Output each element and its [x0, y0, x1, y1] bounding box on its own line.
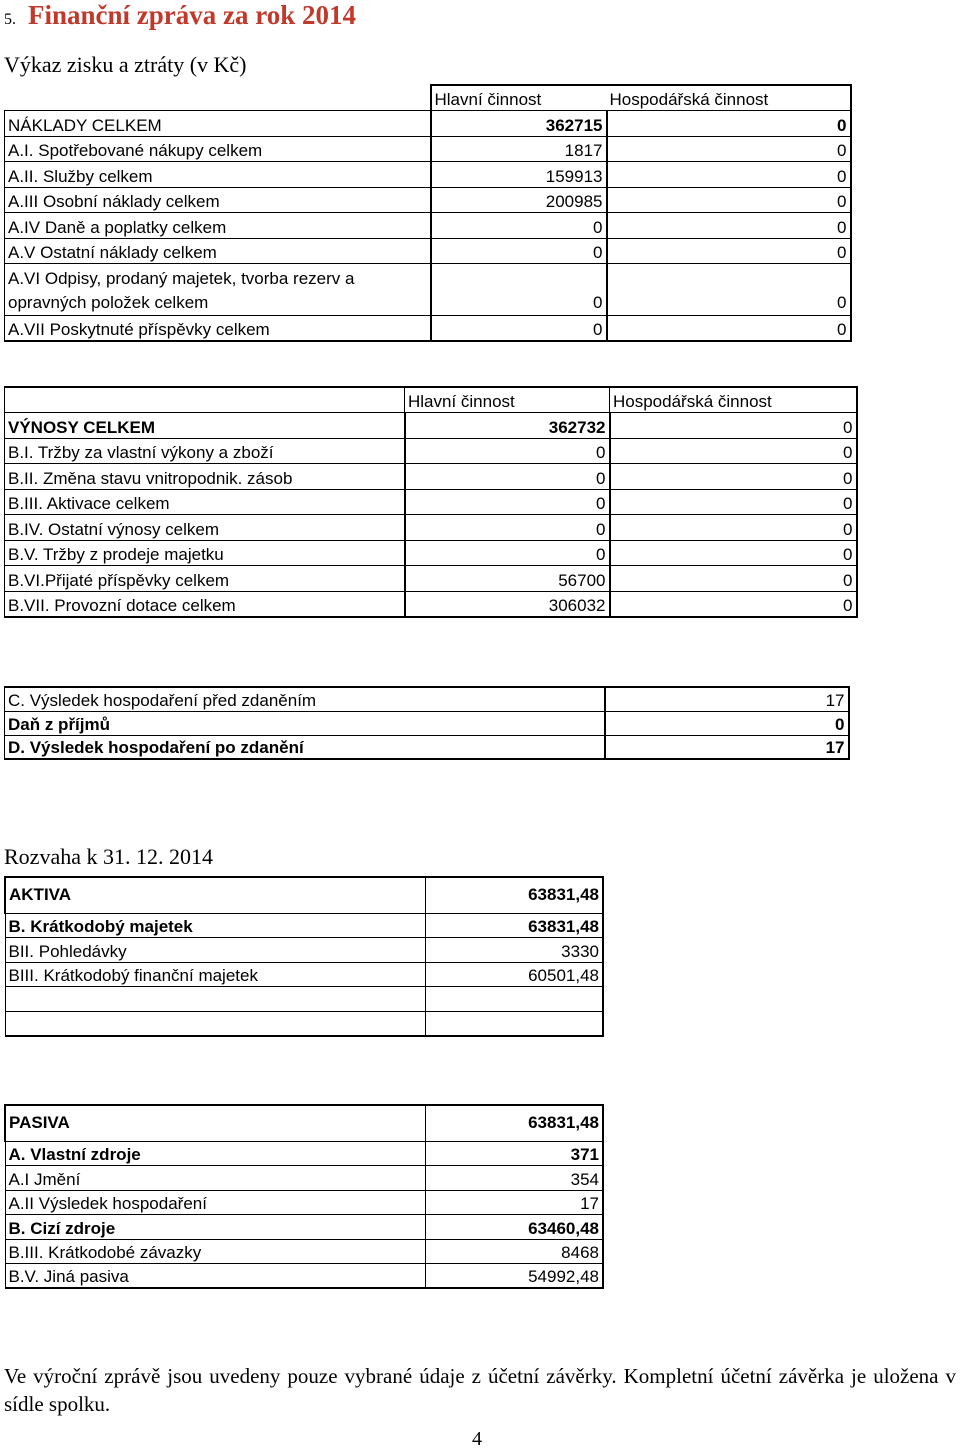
- liability-value: 54992,48: [425, 1264, 603, 1289]
- table-row: [5, 540, 857, 566]
- revenue-main: 0: [405, 489, 610, 515]
- table-row: [5, 1239, 603, 1264]
- asset-value: 3330: [425, 938, 603, 963]
- table-row: [5, 438, 857, 464]
- revenue-econ: 0: [610, 413, 857, 439]
- cost-main: 0: [431, 213, 607, 239]
- result-value: 17: [605, 687, 849, 711]
- table-row: [5, 187, 851, 213]
- revenue-label: B.IV. Ostatní výnosy celkem: [5, 515, 405, 541]
- revenue-main: 0: [405, 464, 610, 490]
- cost-label: A.VI Odpisy, prodaný majetek, tvorba rezerv a opravných položek celkem: [5, 264, 431, 316]
- assets-label: AKTIVA: [5, 877, 425, 913]
- revenues-header-row: [5, 387, 857, 413]
- empty-cell: [5, 1011, 425, 1036]
- costs-header-row: [5, 85, 851, 111]
- result-value: 17: [605, 735, 849, 759]
- liability-label: B. Cizí zdroje: [5, 1215, 425, 1240]
- table-row: [5, 711, 849, 735]
- result-label: Daň z příjmů: [5, 711, 605, 735]
- cost-main: 1817: [431, 136, 607, 162]
- revenues-table: [4, 386, 858, 618]
- table-row: [5, 264, 851, 316]
- revenue-label: B.VI.Přijaté příspěvky celkem: [5, 566, 405, 592]
- liabilities-total-row: [5, 1105, 603, 1141]
- asset-value: 63831,48: [425, 913, 603, 938]
- liability-value: 354: [425, 1166, 603, 1191]
- table-row: [5, 1141, 603, 1166]
- empty-cell: [5, 987, 425, 1012]
- cost-econ: 0: [607, 264, 851, 316]
- cost-econ: 0: [607, 187, 851, 213]
- cost-label: A.VII Poskytnuté příspěvky celkem: [5, 316, 431, 342]
- cost-label: A.V Ostatní náklady celkem: [5, 238, 431, 264]
- revenue-main: 0: [405, 540, 610, 566]
- empty-cell: [425, 987, 603, 1012]
- table-row: [5, 938, 603, 963]
- liability-label: A.I Jmění: [5, 1166, 425, 1191]
- liability-label: B.V. Jiná pasiva: [5, 1264, 425, 1289]
- assets-total-row: [5, 877, 603, 913]
- result-value: 0: [605, 711, 849, 735]
- cost-label: NÁKLADY CELKEM: [5, 111, 431, 137]
- table-row: [5, 1264, 603, 1289]
- footer-note: Ve výroční zprávě jsou uvedeny pouze vybrané údaje z účetní závěrky. Kompletní účetní závěrka je uložena v sídle spolku.: [4, 1364, 956, 1416]
- table-row: [5, 962, 603, 987]
- result-label: D. Výsledek hospodaření po zdanění: [5, 735, 605, 759]
- revenue-label: B.III. Aktivace celkem: [5, 489, 405, 515]
- cost-label: A.IV Daně a poplatky celkem: [5, 213, 431, 239]
- revenue-main: 362732: [405, 413, 610, 439]
- liabilities-label: PASIVA: [5, 1105, 425, 1141]
- table-row: [5, 913, 603, 938]
- cost-label: A.III Osobní náklady celkem: [5, 187, 431, 213]
- revenue-label: B.VII. Provozní dotace celkem: [5, 591, 405, 617]
- table-row: [5, 489, 857, 515]
- revenue-main: 0: [405, 438, 610, 464]
- table-row: [5, 316, 851, 342]
- cost-econ: 0: [607, 111, 851, 137]
- page-number: 4: [472, 1428, 482, 1450]
- revenues-col-econ: Hospodářská činnost: [610, 387, 857, 413]
- revenues-header-blank: [5, 387, 405, 413]
- revenue-main: 306032: [405, 591, 610, 617]
- table-row: [5, 591, 857, 617]
- asset-label: BIII. Krátkodobý finanční majetek: [5, 962, 425, 987]
- revenue-econ: 0: [610, 540, 857, 566]
- revenues-col-main: Hlavní činnost: [405, 387, 610, 413]
- revenue-econ: 0: [610, 566, 857, 592]
- costs-col-main: Hlavní činnost: [431, 85, 607, 111]
- table-row: [5, 566, 857, 592]
- cost-econ: 0: [607, 238, 851, 264]
- table-row: [5, 735, 849, 759]
- table-row: [5, 238, 851, 264]
- asset-label: BII. Pohledávky: [5, 938, 425, 963]
- cost-econ: 0: [607, 136, 851, 162]
- cost-label: A.II. Služby celkem: [5, 162, 431, 188]
- cost-econ: 0: [607, 213, 851, 239]
- revenue-econ: 0: [610, 489, 857, 515]
- liabilities-value: 63831,48: [425, 1105, 603, 1141]
- balance-title: Rozvaha k 31. 12. 2014: [4, 844, 213, 869]
- cost-econ: 0: [607, 162, 851, 188]
- liability-value: 371: [425, 1141, 603, 1166]
- table-row: [5, 413, 857, 439]
- table-row-empty: [5, 1011, 603, 1036]
- revenue-econ: 0: [610, 591, 857, 617]
- costs-header-blank: [5, 85, 431, 111]
- assets-table: [4, 876, 604, 1037]
- cost-label: A.I. Spotřebované nákupy celkem: [5, 136, 431, 162]
- revenue-label: B.I. Tržby za vlastní výkony a zboží: [5, 438, 405, 464]
- costs-col-econ: Hospodářská činnost: [607, 85, 851, 111]
- revenue-main: 0: [405, 515, 610, 541]
- revenue-econ: 0: [610, 438, 857, 464]
- cost-main: 200985: [431, 187, 607, 213]
- asset-label: B. Krátkodobý majetek: [5, 913, 425, 938]
- cost-main: 0: [431, 238, 607, 264]
- liabilities-table: [4, 1104, 604, 1289]
- liability-label: A.II Výsledek hospodaření: [5, 1190, 425, 1215]
- liability-label: A. Vlastní zdroje: [5, 1141, 425, 1166]
- chapter-heading: [4, 0, 356, 35]
- chapter-number: 5.: [4, 11, 16, 28]
- revenue-main: 56700: [405, 566, 610, 592]
- chapter-title: Finanční zpráva za rok 2014: [28, 0, 357, 30]
- result-table: [4, 686, 850, 760]
- table-row: [5, 464, 857, 490]
- liability-value: 17: [425, 1190, 603, 1215]
- cost-main: 0: [431, 316, 607, 342]
- table-row-empty: [5, 987, 603, 1012]
- table-row: [5, 515, 857, 541]
- result-label: C. Výsledek hospodaření před zdaněním: [5, 687, 605, 711]
- liability-value: 63460,48: [425, 1215, 603, 1240]
- empty-cell: [425, 1011, 603, 1036]
- table-row: [5, 687, 849, 711]
- table-row: [5, 136, 851, 162]
- revenue-label: B.V. Tržby z prodeje majetku: [5, 540, 405, 566]
- revenue-econ: 0: [610, 464, 857, 490]
- table-row: [5, 213, 851, 239]
- liability-value: 8468: [425, 1239, 603, 1264]
- cost-main: 362715: [431, 111, 607, 137]
- costs-table: [4, 84, 852, 342]
- cost-main: 159913: [431, 162, 607, 188]
- asset-value: 60501,48: [425, 962, 603, 987]
- pl-title: Výkaz zisku a ztráty (v Kč): [4, 52, 247, 77]
- table-row: [5, 1166, 603, 1191]
- cost-main: 0: [431, 264, 607, 316]
- revenue-econ: 0: [610, 515, 857, 541]
- table-row: [5, 162, 851, 188]
- table-row: [5, 1215, 603, 1240]
- cost-econ: 0: [607, 316, 851, 342]
- revenue-label: VÝNOSY CELKEM: [5, 413, 405, 439]
- revenue-label: B.II. Změna stavu vnitropodnik. zásob: [5, 464, 405, 490]
- liability-label: B.III. Krátkodobé závazky: [5, 1239, 425, 1264]
- assets-value: 63831,48: [425, 877, 603, 913]
- table-row: [5, 1190, 603, 1215]
- table-row: [5, 111, 851, 137]
